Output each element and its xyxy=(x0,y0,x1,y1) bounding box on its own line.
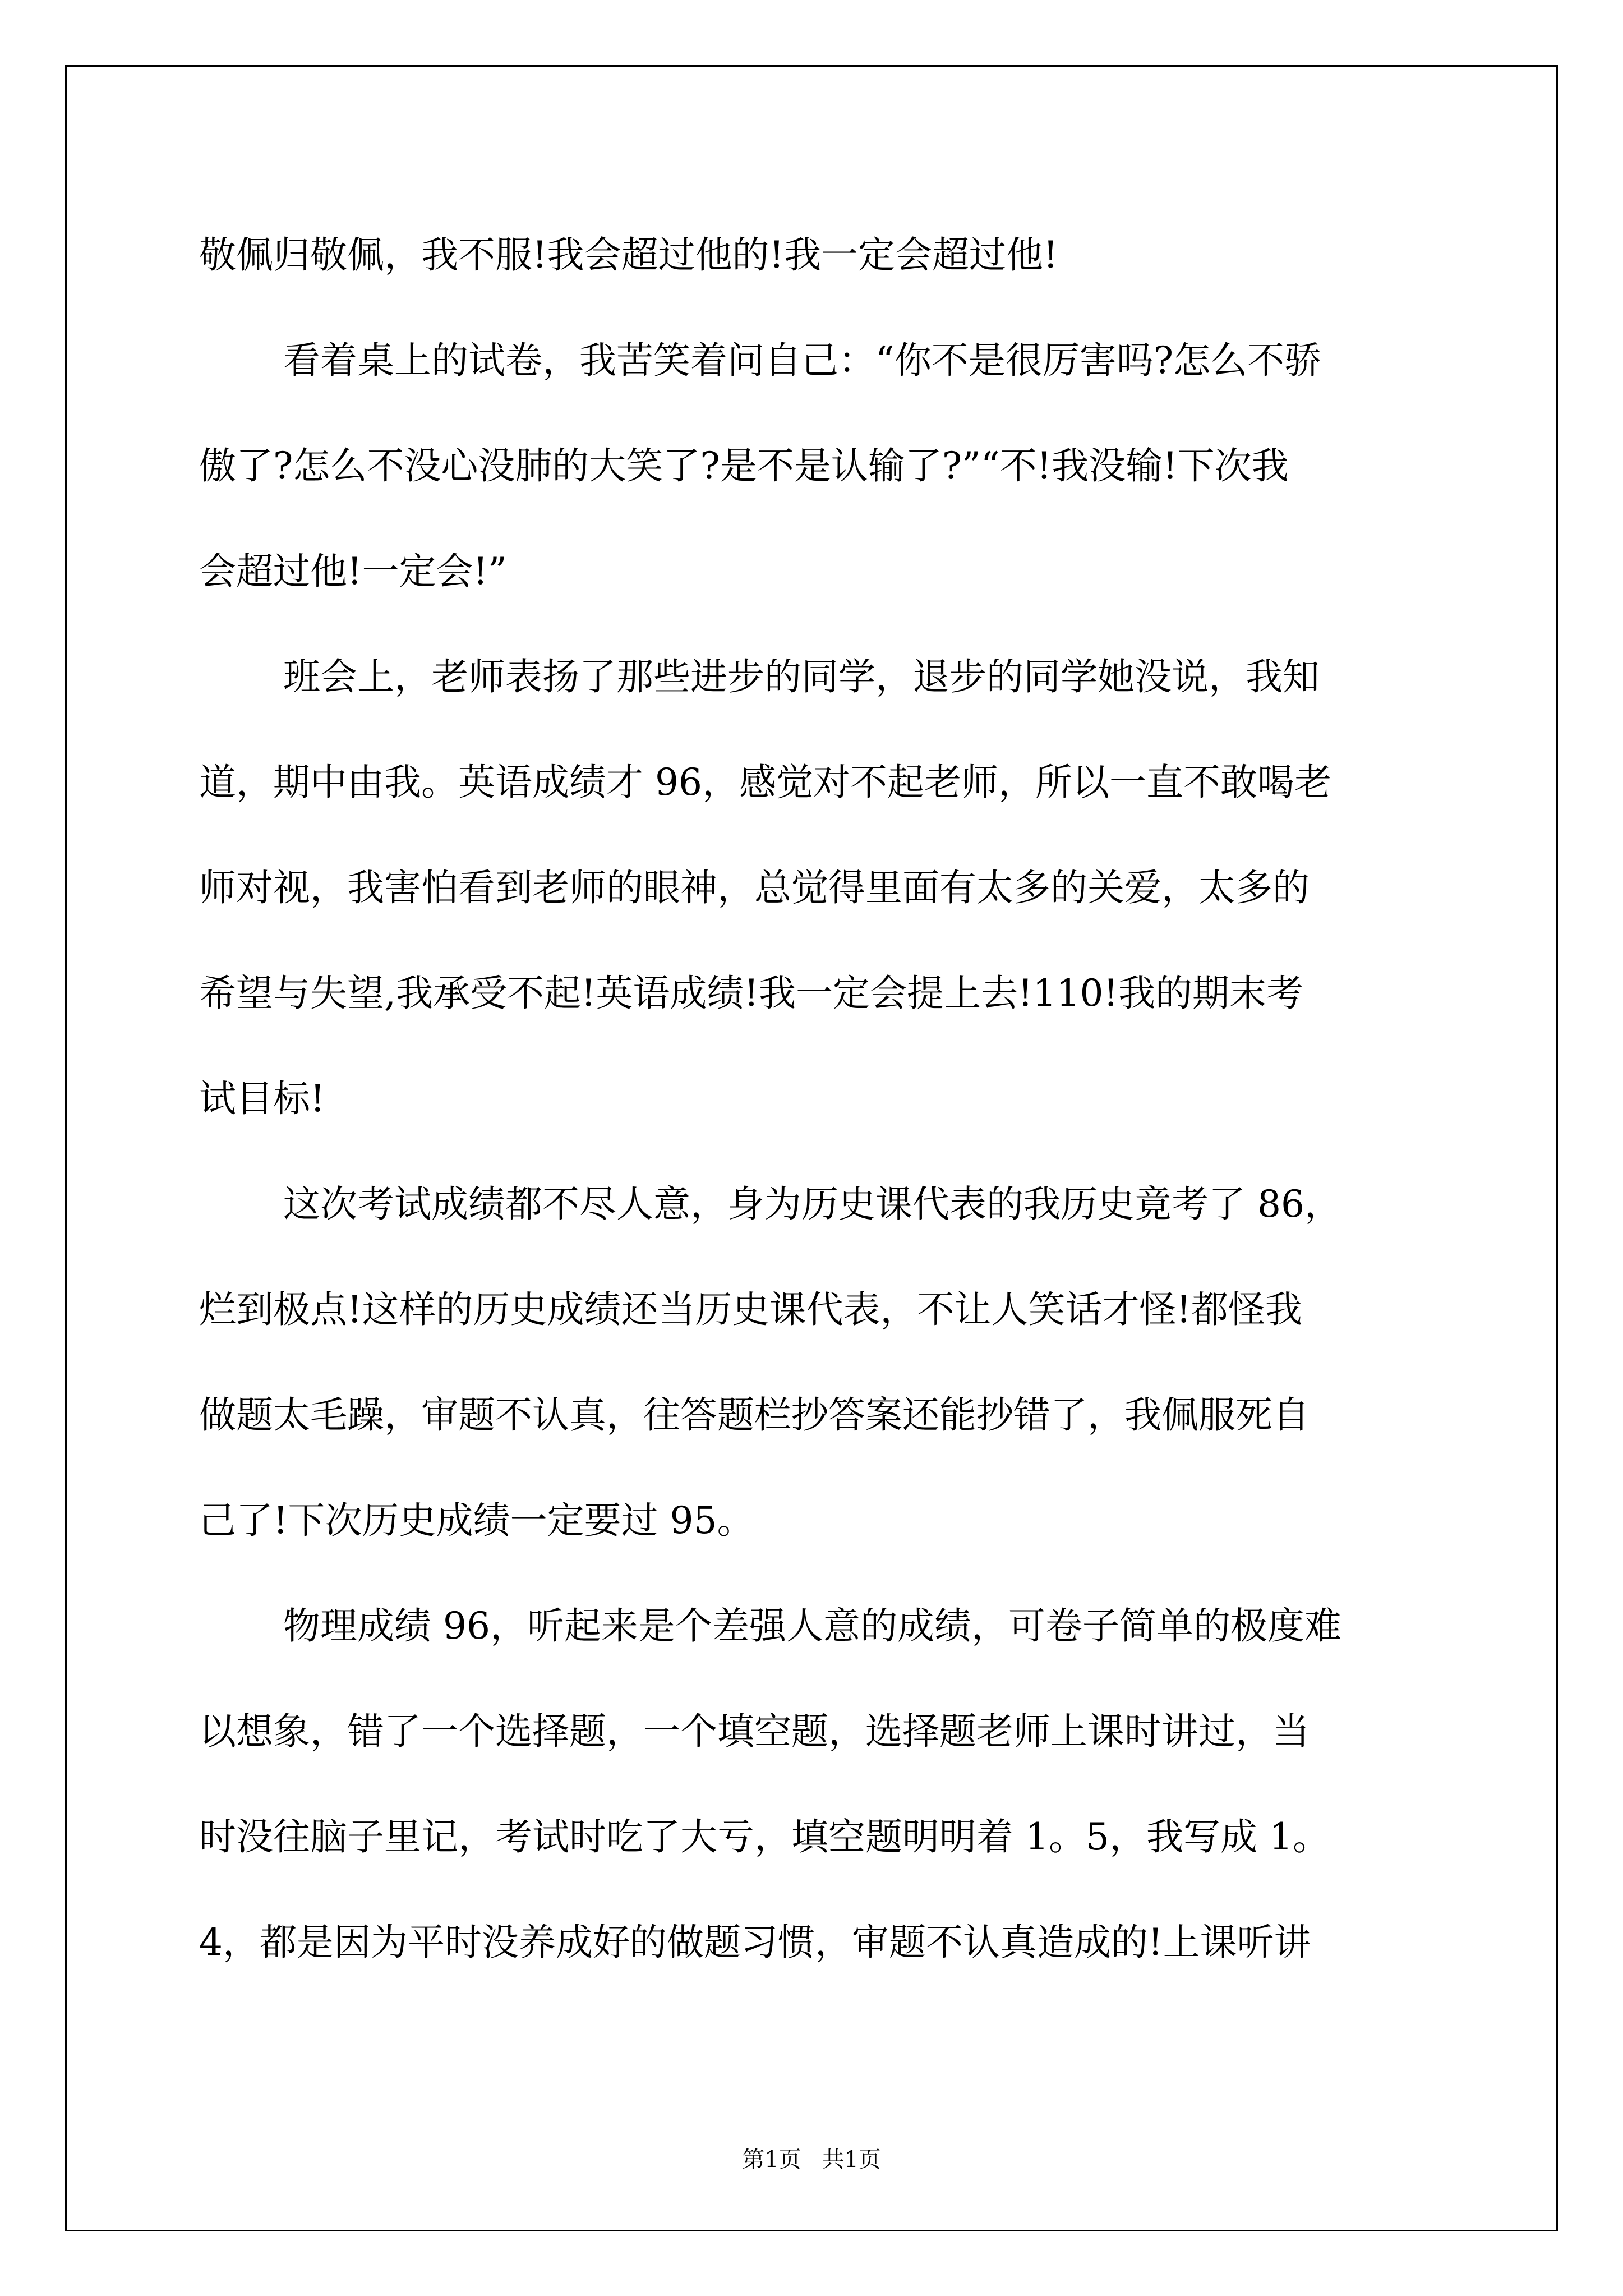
text-line: 班会上，老师表扬了那些进步的同学，退步的同学她没说，我知 xyxy=(283,655,1320,698)
text-line: 希望与失望,我承受不起!英语成绩!我一定会提上去!110!我的期末考 xyxy=(199,972,1304,1015)
text-line: 时没往脑子里记，考试时吃了大亏，填空题明明着 1。5，我写成 1。 xyxy=(199,1815,1330,1858)
text-line: 物理成绩 96，听起来是个差强人意的成绩，可卷子简单的极度难 xyxy=(283,1604,1341,1648)
text-line: 会超过他!一定会!” xyxy=(199,550,507,593)
text-line: 己了!下次历史成绩一定要过 95。 xyxy=(199,1499,754,1542)
text-line: 以想象，错了一个选择题，一个填空题，选择题老师上课时讲过，当 xyxy=(199,1710,1310,1753)
text-line: 4，都是因为平时没养成好的做题习惯，审题不认真造成的!上课听讲 xyxy=(199,1921,1311,1964)
text-line: 这次考试成绩都不尽人意，身为历史课代表的我历史竟考了 86， xyxy=(283,1182,1341,1226)
text-line: 敬佩归敬佩，我不服!我会超过他的!我一定会超过他! xyxy=(199,233,1058,277)
page-number: 第1页 xyxy=(742,2147,801,2173)
text-line: 师对视，我害怕看到老师的眼神，总觉得里面有太多的关爱，太多的 xyxy=(199,866,1310,909)
text-line: 道，期中由我。英语成绩才 96，感觉对不起老师，所以一直不敢喝老 xyxy=(199,761,1331,804)
total-pages: 共1页 xyxy=(822,2147,881,2173)
text-line: 傲了?怎么不没心没肺的大笑了?是不是认输了?”“不!我没输!下次我 xyxy=(199,444,1289,487)
document-body xyxy=(199,222,1424,2073)
text-line: 试目标! xyxy=(199,1077,325,1120)
text-line: 做题太毛躁，审题不认真，往答题栏抄答案还能抄错了，我佩服死自 xyxy=(199,1393,1310,1437)
text-line: 看着桌上的试卷，我苦笑着问自己：“你不是很厉害吗?怎么不骄 xyxy=(283,339,1322,382)
page-footer xyxy=(0,2143,1623,2177)
text-line: 烂到极点!这样的历史成绩还当历史课代表，不让人笑话才怪!都怪我 xyxy=(199,1288,1303,1331)
